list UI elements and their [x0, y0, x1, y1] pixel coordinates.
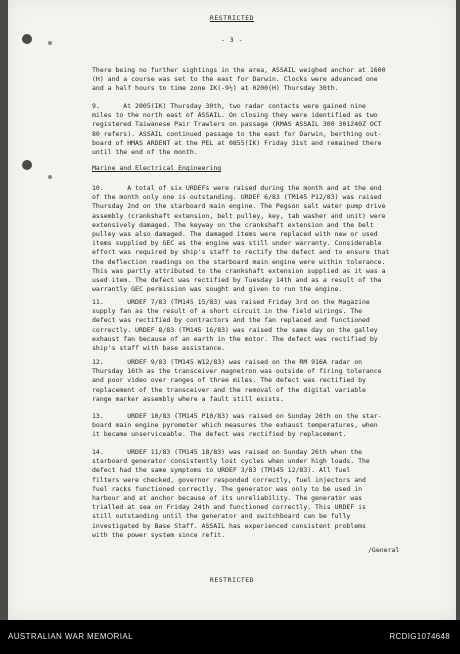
punch-hole: [22, 160, 32, 170]
paragraph-13: 13. URDEF 10/83 (TM145 P10/83) was raised on Sunday 26th on the star- board main engine pyrometer which measures the exhaust temperatures, when it became unserviceable. The defect was rectified by replacement.: [92, 412, 382, 439]
page-number: - 3 -: [220, 36, 244, 44]
classification-footer: RESTRICTED: [209, 576, 255, 584]
archive-name: AUSTRALIAN WAR MEMORIAL: [8, 632, 133, 641]
staple-mark: [48, 175, 52, 179]
paragraph-continued: There being no further sightings in the area, ASSAIL weighed anchor at 1600 (H) and a course was set to the east for Darwin. Clocks were advanced one and a half hours to time zone IK(-9½) at 0200(H) Thursday 30th.: [92, 66, 386, 93]
document-page: [8, 0, 456, 620]
paragraph-12: 12. URDEF 9/83 (TM145 W12/83) was raised on the RM 916A radar on Thursday 16th as the transceiver magnetron was outside of firing tolerance and poor video over ranges of three miles. The defect was rectified by replacement of the transceiver and the removal of the digital variable range marker assembly where a fault still exists.: [92, 358, 382, 403]
record-id: RCDIG1074648: [389, 632, 450, 641]
paragraph-11: 11. URDEF 7/83 (TM145 15/83) was raised Friday 3rd on the Magazine supply fan as the result of a short circuit in the field wirings. The defect was rectified by contractors and the fan replaced and functioned correctly. URDEF 8/83 (TM145 16/83) was raised the same day on the galley exhaust fan because of an earth in the motor. The defect was rectified by ship's staff with base assistance.: [92, 298, 378, 353]
archive-footer-bar: [0, 620, 460, 654]
section-heading: Marine and Electrical Engineering: [92, 164, 222, 172]
catchword: /General: [368, 546, 400, 554]
classification-header: RESTRICTED: [209, 14, 255, 22]
paragraph-10: 10. A total of six URDEFs were raised during the month and at the end of the month only one is outstanding. URDEF 6/83 (TM145 P12/83) was raised Thursday 2nd on the starboard main engine. The Pegson salt water pump drive assembly (crankshaft extension, belt pulley, key, tab washer and unit) were extensively damaged. The keyway on the crankshaft extension and the belt pulley was also damaged. The damaged items were replaced with new or used items supplied by GEC as the engine was still under warranty. Considerable effort was required by ship's staff to rectify the defect and to ensure that the deflection readings on the starboard main engine were within tolerance. This was partly attributed to the crankshaft extension supplied as it was a used item. The defect was rectified by Tuesday 14th and as a result of the warrantly GEC permission was sought and given to run the engine.: [92, 184, 390, 294]
paragraph-9: 9. At 2005(IK) Thursday 30th, two radar contacts were gained nine miles to the north east of ASSAIL. On closing they were identified as two registered Taiwanese Pair Trawlers on passage (RMAS ASSAIL 300 301240Z OCT 80 refers). ASSAIL continued passage to the east for Darwin, berthing out- board of HMAS ARDENT at the PEL at 0855(IK) Friday 31st and remained there until the end of the month.: [92, 102, 382, 157]
paragraph-14: 14. URDEF 11/83 (TM145 18/83) was raised on Sunday 26th when the starboard generator consistently lost cycles when under high loads. The defect had the same symptoms to URDEF 3/83 (TM145 12/83). All fuel filters were checked, governor responded correctly, fuel injectors and fuel racks functioned correctly. The generator was only to be used in harbour and at anchor because of its unreliability. The generator was trialled at sea on Friday 24th and functioned correctly. This URDEF is still outstanding until the generator and switchboard can be fully investigated by Base Staff. ASSAIL has experienced consistent problems with the power system since refit.: [92, 448, 370, 539]
